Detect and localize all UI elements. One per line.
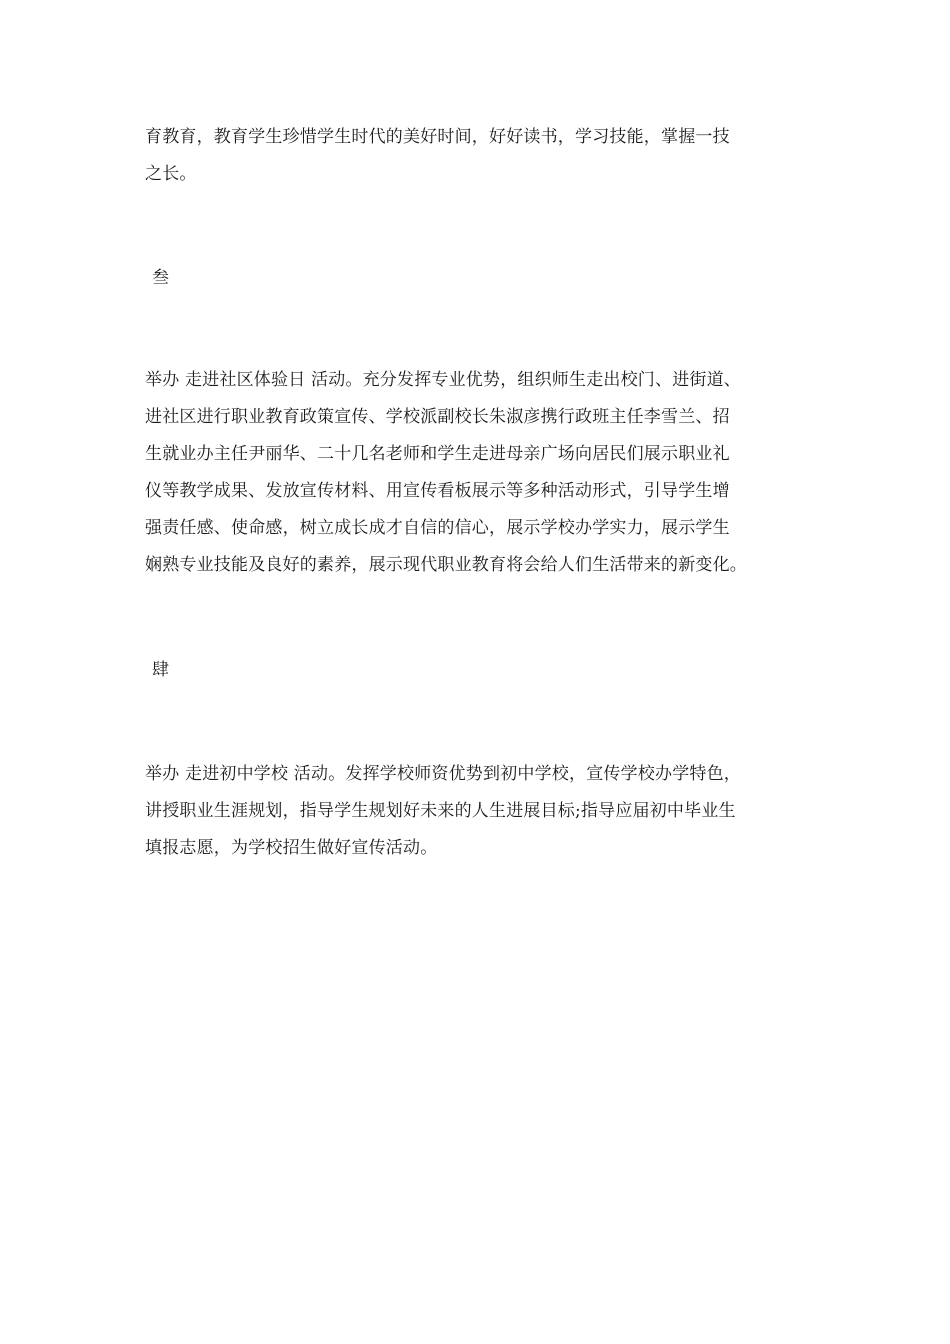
- paragraph-line: 生就业办主任尹丽华、二十几名老师和学生走进母亲广场向居民们展示职业礼: [145, 444, 730, 464]
- paragraph-line: 仪等教学成果、发放宣传材料、用宣传看板展示等多种活动形式，引导学生增: [145, 481, 730, 501]
- paragraph-line: 强责任感、使命感，树立成长成才自信的信心，展示学校办学实力，展示学生: [145, 518, 730, 538]
- paragraph-line: 填报志愿，为学校招生做好宣传活动。: [145, 838, 438, 858]
- paragraph-line: 娴熟专业技能及良好的素养，展示现代职业教育将会给人们生活带来的新变化。: [145, 555, 747, 575]
- paragraph-line: 举办 走进初中学校 活动。发挥学校师资优势到初中学校，宣传学校办学特色，: [145, 764, 742, 784]
- section-heading-3: 叁: [152, 268, 169, 288]
- section-heading-4: 肆: [152, 660, 169, 680]
- paragraph-line: 之长。: [145, 164, 197, 184]
- paragraph-line: 进社区进行职业教育政策宣传、学校派副校长朱淑彦携行政班主任李雪兰、招: [145, 407, 730, 427]
- paragraph-line: 举办 走进社区体验日 活动。充分发挥专业优势，组织师生走出校门、进街道、: [145, 370, 742, 390]
- paragraph-line: 育教育，教育学生珍惜学生时代的美好时间，好好读书，学习技能，掌握一技: [145, 127, 730, 147]
- paragraph-line: 讲授职业生涯规划，指导学生规划好未来的人生进展目标;指导应届初中毕业生: [145, 801, 736, 821]
